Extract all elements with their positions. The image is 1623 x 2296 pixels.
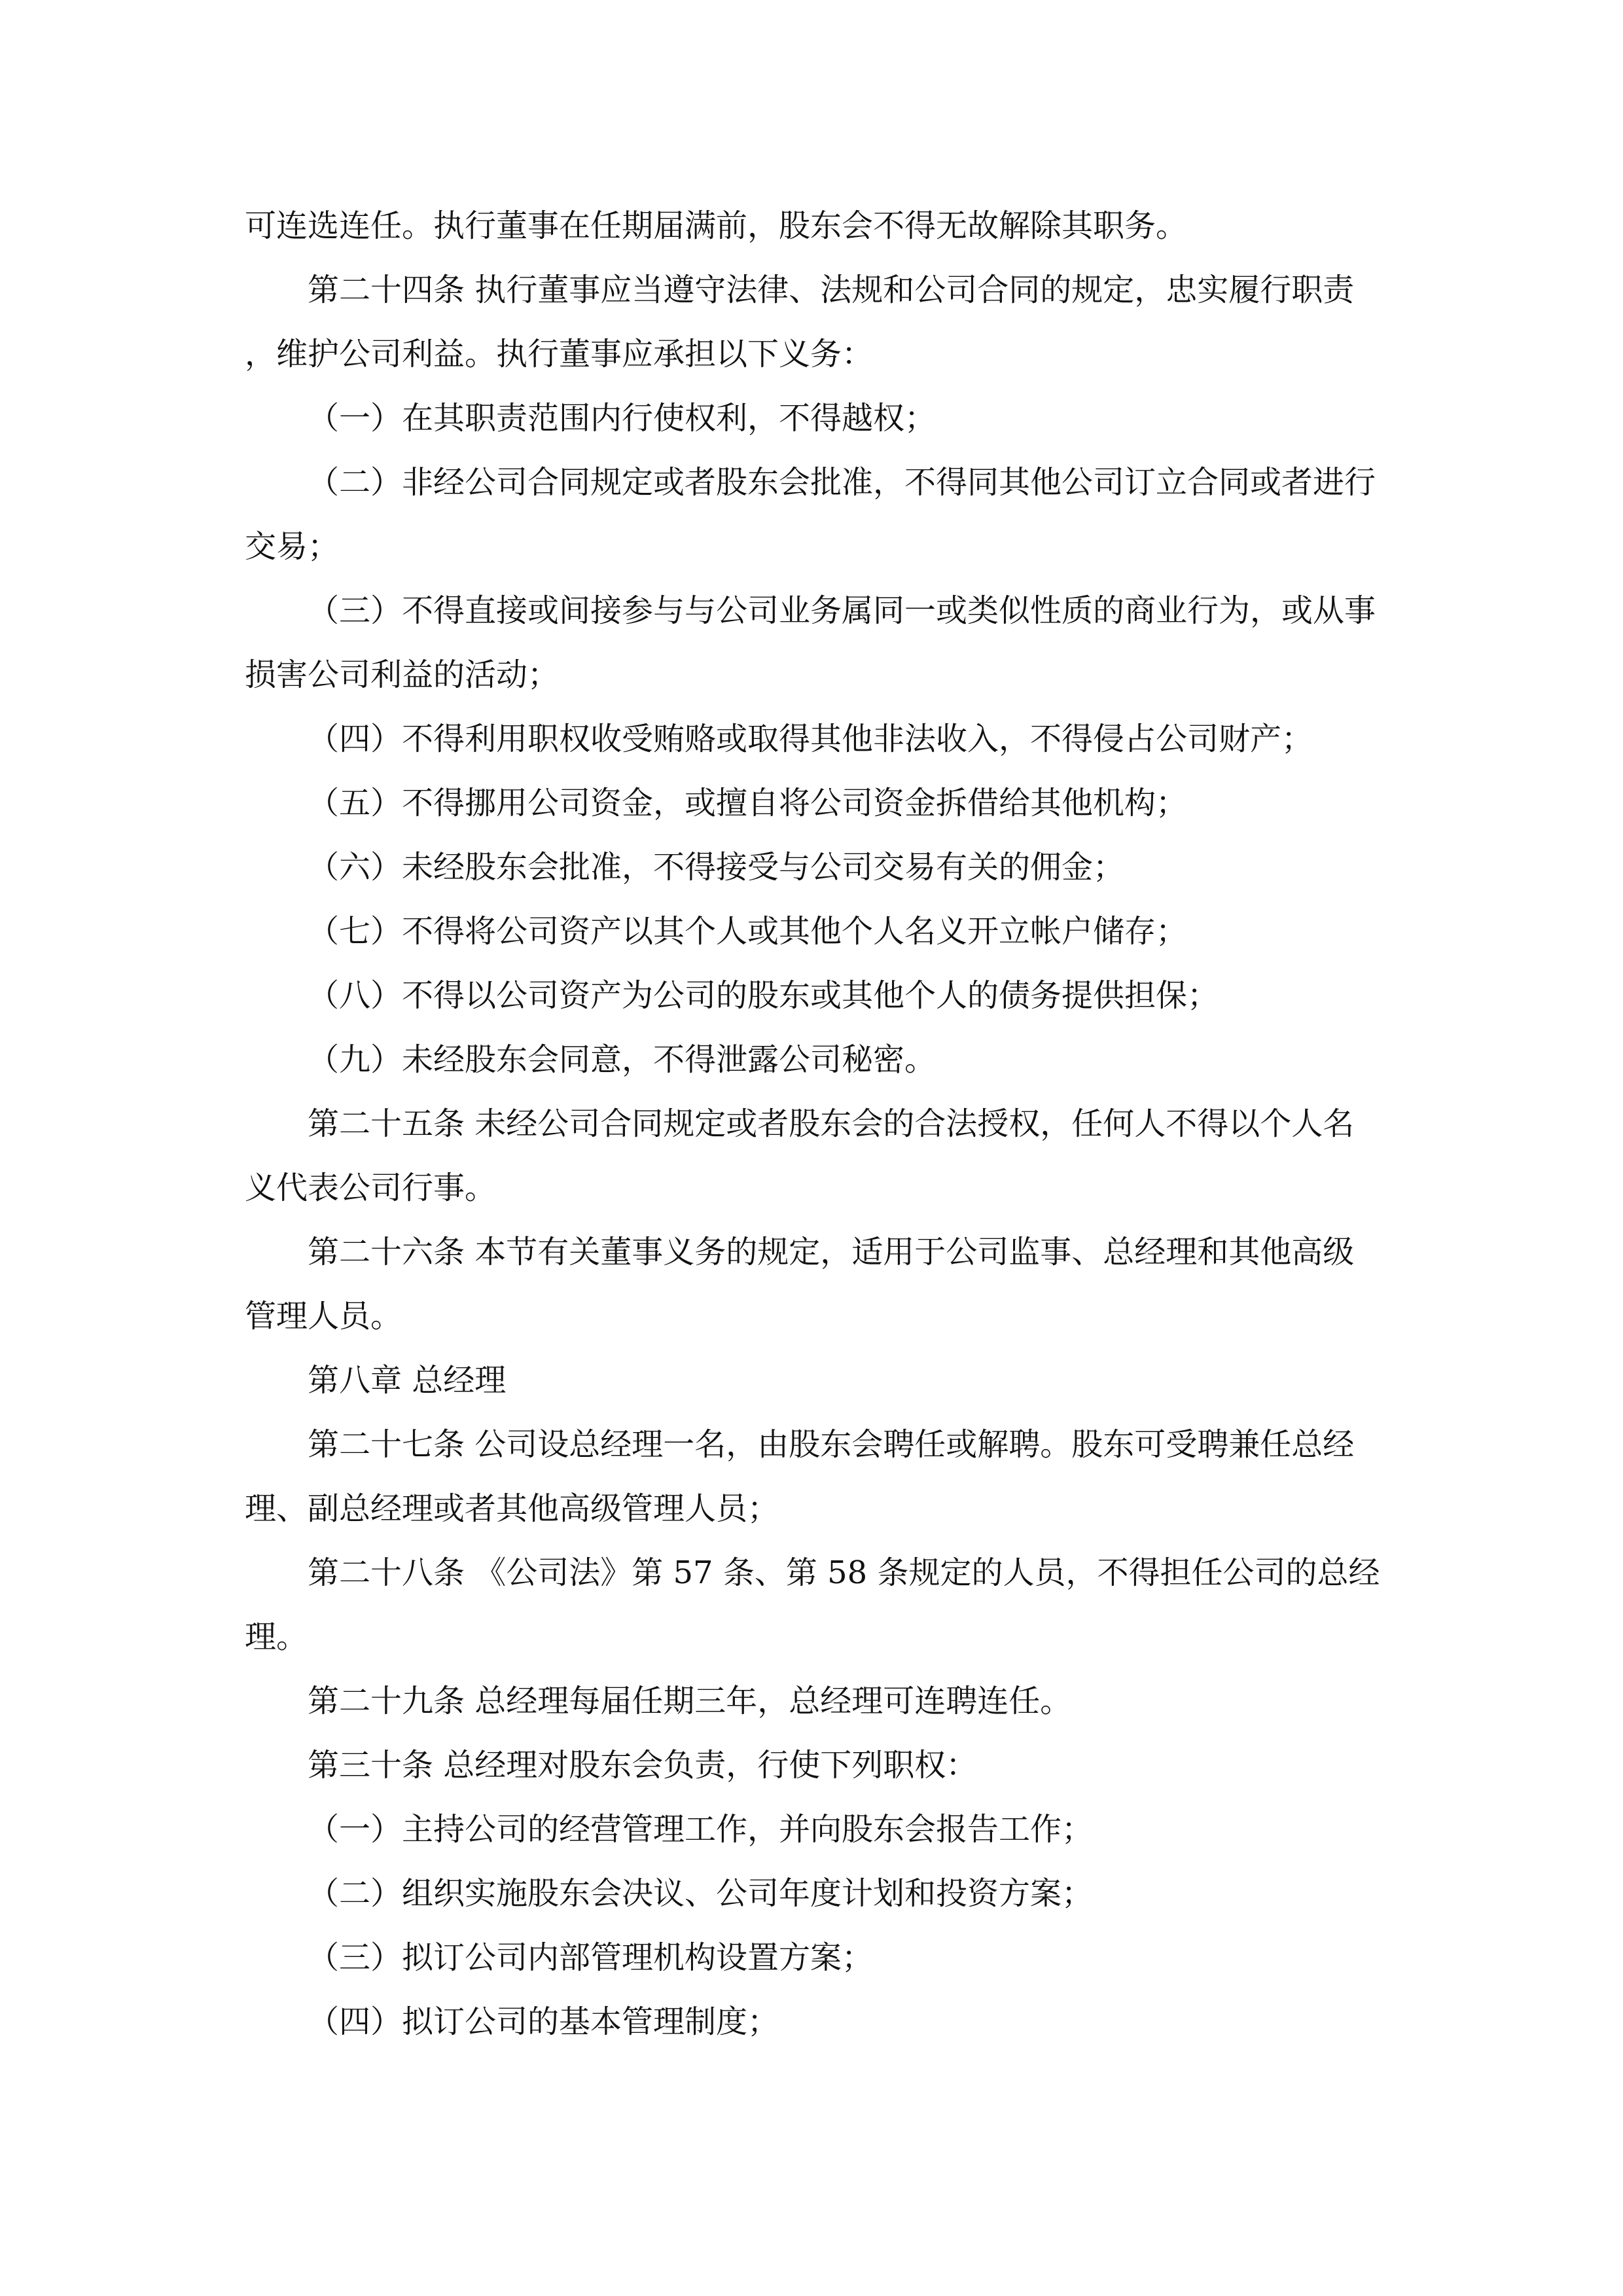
list-item: （六）未经股东会批准，不得接受与公司交易有关的佣金；: [308, 849, 1125, 886]
article-28: 第二十八条 《公司法》第 57 条、第 58 条规定的人员，不得担任公司的总经理。: [245, 1554, 1380, 1655]
article-26: 第二十六条 本节有关董事义务的规定，适用于公司监事、总经理和其他高级管理人员。: [245, 1234, 1355, 1335]
list-item: （三）不得直接或间接参与与公司业务属同一或类似性质的商业行为，或从事损害公司利益的活动；: [245, 592, 1376, 693]
chapter-heading: 第八章 总经理: [308, 1362, 507, 1399]
list-item: （一）在其职责范围内行使权利，不得越权；: [308, 400, 936, 437]
list-item: （四）拟订公司的基本管理制度；: [308, 2003, 779, 2040]
list-item: （四）不得利用职权收受贿赂或取得其他非法收入，不得侵占公司财产；: [308, 721, 1313, 757]
article-24: 第二十四条 执行董事应当遵守法律、法规和公司合同的规定，忠实履行职责，维护公司利益。执行董事应承担以下义务：: [245, 272, 1355, 372]
paragraph: 可连选连任。执行董事在任期届满前，股东会不得无故解除其职务。: [245, 207, 1188, 244]
list-item: （二）非经公司合同规定或者股东会批准，不得同其他公司订立合同或者进行交易；: [245, 464, 1376, 565]
document-body: [245, 194, 1383, 2054]
list-item: （七）不得将公司资产以其个人或其他个人名义开立帐户储存；: [308, 913, 1188, 950]
list-item: （一）主持公司的经营管理工作，并向股东会报告工作；: [308, 1811, 1094, 1848]
article-27: 第二十七条 公司设总经理一名，由股东会聘任或解聘。股东可受聘兼任总经理、副总经理或者其他高级管理人员；: [245, 1426, 1355, 1527]
list-item: （二）组织实施股东会决议、公司年度计划和投资方案；: [308, 1875, 1094, 1912]
list-item: （八）不得以公司资产为公司的股东或其他个人的债务提供担保；: [308, 977, 1219, 1014]
list-item: （五）不得挪用公司资金，或擅自将公司资金拆借给其他机构；: [308, 785, 1188, 821]
list-item: （三）拟订公司内部管理机构设置方案；: [308, 1939, 874, 1976]
article-29: 第二十九条 总经理每届任期三年，总经理可连聘连任。: [308, 1683, 1072, 1719]
article-30: 第三十条 总经理对股东会负责，行使下列职权：: [308, 1747, 978, 1784]
article-25: 第二十五条 未经公司合同规定或者股东会的合法授权，任何人不得以个人名义代表公司行事。: [245, 1105, 1355, 1206]
list-item: （九）未经股东会同意，不得泄露公司秘密。: [308, 1041, 936, 1078]
